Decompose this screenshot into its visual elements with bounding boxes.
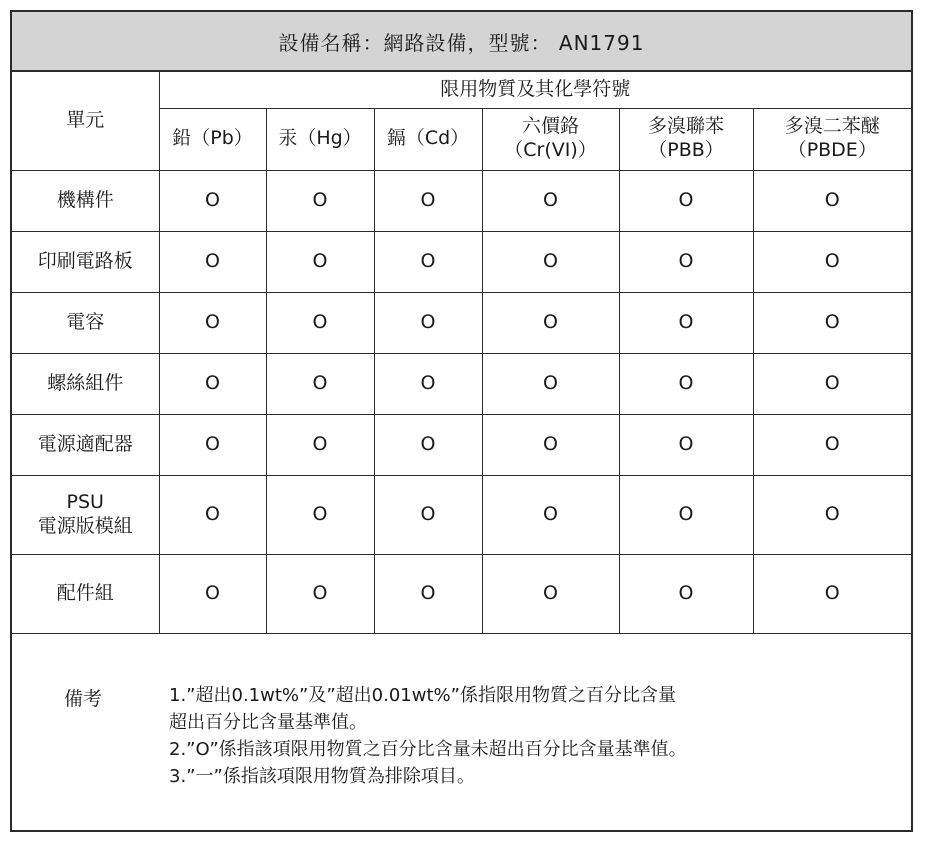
compliance-mark: O [159,292,266,353]
compliance-mark: O [482,554,619,633]
table-row [12,475,911,554]
compliance-mark: O [619,292,753,353]
substance-name: 鎘（Cd） [386,127,470,150]
compliance-mark: O [374,231,482,292]
remarks-label: 備考 [64,688,103,710]
table-row [12,554,911,633]
compliance-mark: O [619,170,753,231]
compliance-mark: O [266,292,374,353]
remark-line: 1.”超出0.1wt%”及”超出0.01wt%”係指限用物質之百分比含量 [169,685,676,706]
unit-cell [12,475,159,554]
compliance-mark: O [159,353,266,414]
substance-header [619,108,753,170]
compliance-mark: O [753,231,911,292]
compliance-mark: O [619,475,753,554]
unit-name: PSU [66,490,104,513]
compliance-mark: O [753,475,911,554]
table-row [12,292,911,353]
compliance-mark: O [374,292,482,353]
compliance-mark: O [266,475,374,554]
compliance-mark: O [159,475,266,554]
remarks-text [169,682,687,790]
unit-name: 螺絲組件 [47,371,124,394]
unit-name: 電容 [66,310,105,333]
unit-name: 配件組 [56,581,114,604]
compliance-mark: O [266,554,374,633]
table-body [12,170,911,633]
compliance-mark: O [159,170,266,231]
compliance-mark: O [482,353,619,414]
rohs-declaration-table [10,10,913,832]
compliance-mark: O [482,475,619,554]
substance-header [482,108,619,170]
unit-name-line2: 電源版模組 [37,514,133,537]
unit-header: 單元 [12,72,159,170]
compliance-mark: O [482,292,619,353]
compliance-mark: O [753,414,911,475]
substance-header [374,108,482,170]
substance-name: 六價鉻 [521,115,579,138]
substance-name: 多溴二苯醚 [784,115,880,138]
table-row [12,170,911,231]
table-row [12,231,911,292]
unit-cell [12,231,159,292]
substance-symbol: （Cr(VI)） [504,139,597,161]
substance-header [159,108,266,170]
compliance-mark: O [374,475,482,554]
substance-table [12,72,911,634]
compliance-mark: O [619,353,753,414]
compliance-mark: O [159,231,266,292]
compliance-mark: O [159,554,266,633]
compliance-mark: O [266,353,374,414]
unit-name: 印刷電路板 [37,249,133,272]
compliance-mark: O [374,554,482,633]
compliance-mark: O [374,170,482,231]
compliance-mark: O [482,170,619,231]
substance-name: 鉛（Pb） [172,127,253,150]
compliance-mark: O [753,292,911,353]
compliance-mark: O [753,170,911,231]
compliance-mark: O [753,353,911,414]
restricted-substances-header: 限用物質及其化學符號 [159,72,911,108]
unit-cell [12,414,159,475]
compliance-mark: O [266,170,374,231]
compliance-mark: O [159,414,266,475]
compliance-mark: O [619,554,753,633]
compliance-mark: O [374,353,482,414]
compliance-mark: O [753,554,911,633]
compliance-mark: O [374,414,482,475]
remark-line: 超出百分比含量基準值。 [169,712,367,733]
remarks-section [12,636,911,830]
equipment-title: 設備名稱：網路設備，型號： AN1791 [12,12,911,72]
substance-name: 多溴聯苯 [647,115,724,138]
remark-line: 3.”一”係指該項限用物質為排除項目。 [169,766,475,787]
compliance-mark: O [266,231,374,292]
unit-cell [12,554,159,633]
substance-header [266,108,374,170]
remark-line: 2.”O”係指該項限用物質之百分比含量未超出百分比含量基準值。 [169,739,687,760]
substance-header [753,108,911,170]
table-row [12,414,911,475]
table-row [12,353,911,414]
compliance-mark: O [619,231,753,292]
unit-name: 機構件 [56,188,114,211]
compliance-mark: O [482,231,619,292]
unit-cell [12,292,159,353]
unit-name: 電源適配器 [37,432,133,455]
unit-cell [12,353,159,414]
substance-symbol: （PBDE） [787,139,877,161]
substance-name: 汞（Hg） [278,127,362,150]
header-row-group [12,72,911,108]
substance-symbol: （PBB） [648,139,724,161]
compliance-mark: O [266,414,374,475]
compliance-mark: O [482,414,619,475]
unit-cell [12,170,159,231]
compliance-mark: O [619,414,753,475]
